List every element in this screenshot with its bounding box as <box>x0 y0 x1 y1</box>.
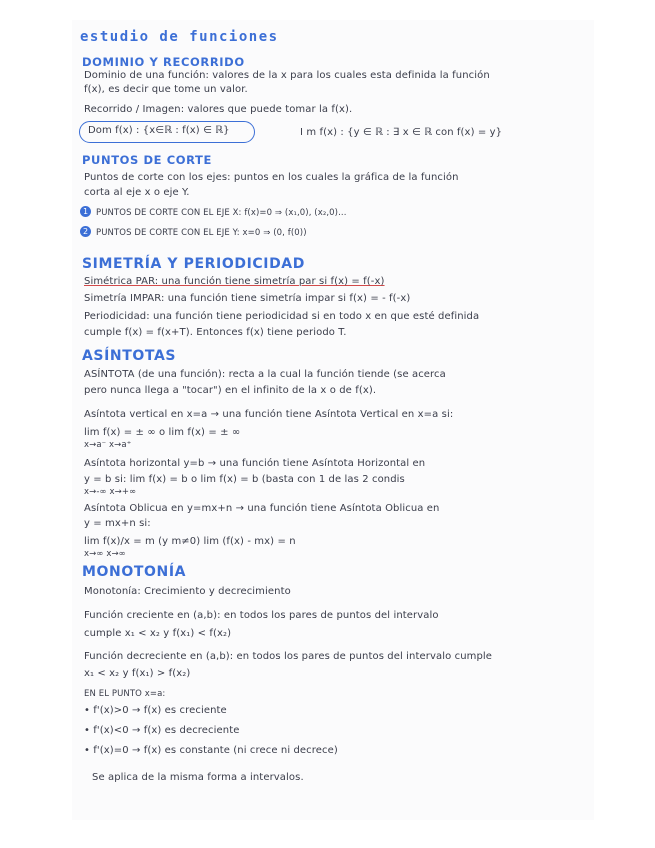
text-line: Periodicidad: una función tiene periodicidad si en todo x en que esté definida <box>84 311 480 322</box>
bullet-text: PUNTOS DE CORTE CON EL EJE Y: x=0 ⇒ (0, f(0)) <box>96 228 307 238</box>
imagen-formula: I m f(x) : {y ∈ ℝ : ∃ x ∈ ℝ con f(x) = y} <box>300 127 503 138</box>
text-line: Dominio de una función: valores de la x para los cuales esta definida la función <box>84 70 490 81</box>
heading-dominio: DOMINIO Y RECORRIDO <box>82 55 245 69</box>
text-line: x₁ < x₂ y f(x₁) > f(x₂) <box>84 668 191 679</box>
text-line: pero nunca llega a "tocar") en el infinito de la x o de f(x). <box>84 385 377 396</box>
text-line: x→-∞ x→+∞ <box>84 487 137 497</box>
text-line: y = mx+n si: <box>84 518 151 529</box>
page-title: estudio de funciones <box>80 29 279 45</box>
text-line: ASÍNTOTA (de una función): recta a la cual la función tiende (se acerca <box>84 369 446 380</box>
text-line: • f'(x)=0 → f(x) es constante (ni crece ni decrece) <box>84 745 338 756</box>
text-line: x→∞ x→∞ <box>84 549 126 559</box>
heading-monotonia: MONOTONÍA <box>82 564 187 580</box>
text-line: • f'(x)<0 → f(x) es decreciente <box>84 725 240 736</box>
text-line: Asíntota horizontal y=b → una función tiene Asíntota Horizontal en <box>84 458 426 469</box>
text-line: cumple x₁ < x₂ y f(x₁) < f(x₂) <box>84 628 232 639</box>
bullet-marker: 2 <box>80 226 91 237</box>
text-line: Función decreciente en (a,b): en todos los pares de puntos del intervalo cumple <box>84 651 493 662</box>
text-line: Recorrido / Imagen: valores que puede tomar la f(x). <box>84 104 353 115</box>
text-line: x→a⁻ x→a⁺ <box>84 440 132 450</box>
text-line: • f'(x)>0 → f(x) es creciente <box>84 705 227 716</box>
text-line: lim f(x) = ± ∞ o lim f(x) = ± ∞ <box>84 427 241 438</box>
text-line: Simetría IMPAR: una función tiene simetría impar si f(x) = - f(-x) <box>84 293 411 304</box>
text-line: f(x), es decir que tome un valor. <box>84 84 248 95</box>
text-line: Simétrica PAR: una función tiene simetría par si f(x) = f(-x) <box>84 276 385 287</box>
text-line: Asíntota Oblicua en y=mx+n → una función tiene Asíntota Oblicua en <box>84 503 440 514</box>
text-line: y = b si: lim f(x) = b o lim f(x) = b (basta con 1 de las 2 condis <box>84 474 405 485</box>
bullet-text: PUNTOS DE CORTE CON EL EJE X: f(x)=0 ⇒ (x₁,0), (x₂,0)... <box>96 208 347 218</box>
text-line: cumple f(x) = f(x+T). Entonces f(x) tiene periodo T. <box>84 327 347 338</box>
bullet-marker: 1 <box>80 206 91 217</box>
text-line: Monotonía: Crecimiento y decrecimiento <box>84 586 291 597</box>
text-line: Puntos de corte con los ejes: puntos en los cuales la gráfica de la función <box>84 172 459 183</box>
dominio-formula: Dom f(x) : {x∈ℝ : f(x) ∈ ℝ} <box>88 125 230 136</box>
text-line: Asíntota vertical en x=a → una función tiene Asíntota Vertical en x=a si: <box>84 409 454 420</box>
heading-puntos-corte: PUNTOS DE CORTE <box>82 153 212 167</box>
text-line: corta al eje x o eje Y. <box>84 187 190 198</box>
heading-asintotas: ASÍNTOTAS <box>82 348 177 364</box>
text-line: Función creciente en (a,b): en todos los pares de puntos del intervalo <box>84 610 439 621</box>
text-line: lim f(x)/x = m (y m≠0) lim (f(x) - mx) = n <box>84 536 296 547</box>
heading-simetria: SIMETRÍA Y PERIODICIDAD <box>82 256 305 272</box>
text-line: Se aplica de la misma forma a intervalos. <box>92 772 304 783</box>
text-line: EN EL PUNTO x=a: <box>84 689 166 699</box>
